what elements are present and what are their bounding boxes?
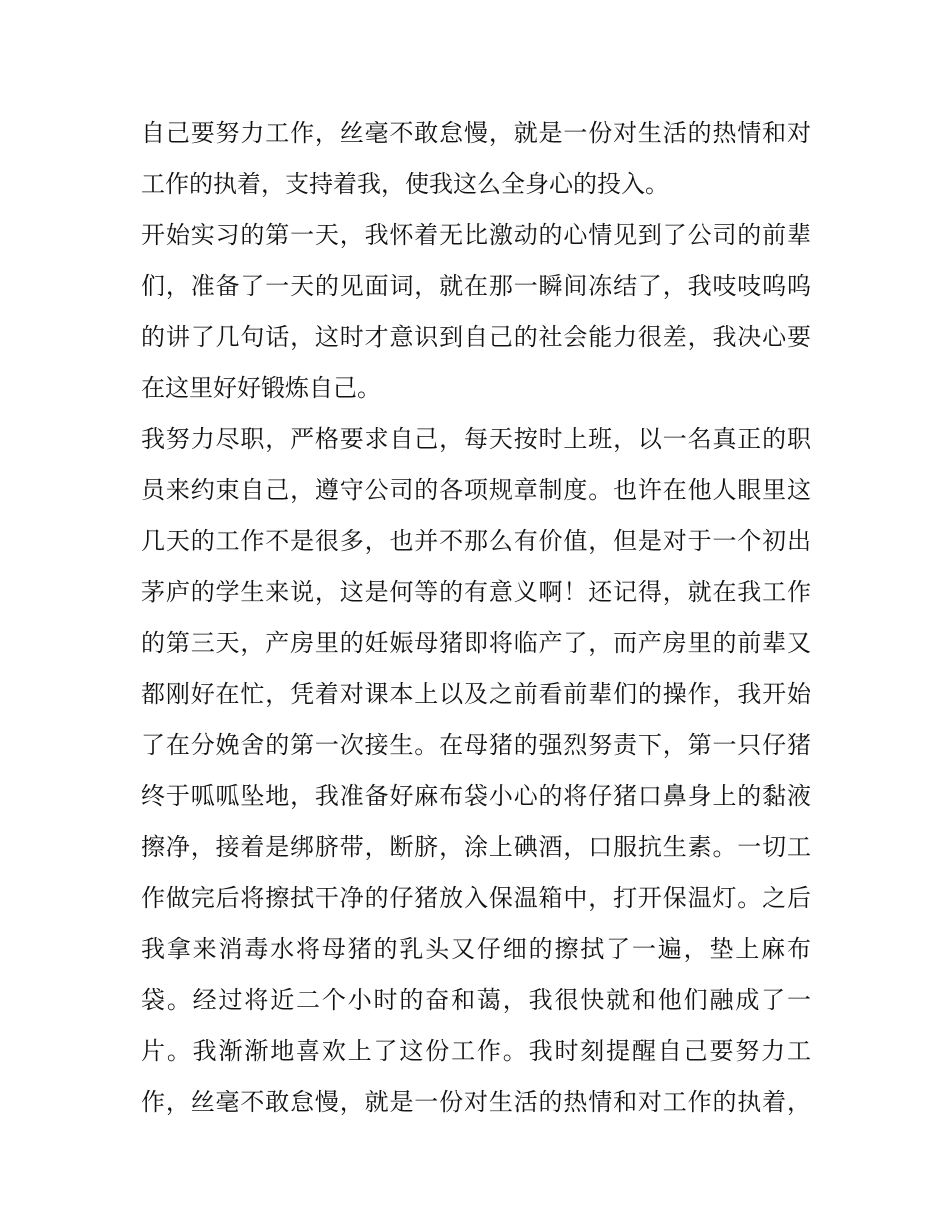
text-line: 擦净，接着是绑脐带，断脐，涂上碘酒，口服抗生素。一切工 — [141, 833, 811, 861]
text-line: 工作的执着，支持着我，使我这么全身心的投入。 — [141, 170, 669, 198]
text-line: 在这里好好锻炼自己。 — [141, 374, 381, 402]
text-line: 片。我渐渐地喜欢上了这份工作。我时刻提醒自己要努力工 — [141, 1037, 811, 1065]
text-line: 了在分娩舍的第一次接生。在母猪的强烈努责下，第一只仔猪 — [141, 731, 811, 759]
text-line: 员来约束自己，遵守公司的各项规章制度。也许在他人眼里这 — [141, 476, 811, 504]
text-line: 几天的工作不是很多，也并不那么有价值，但是对于一个初出 — [141, 527, 811, 555]
text-line: 我拿来消毒水将母猪的乳头又仔细的擦拭了一遍，垫上麻布 — [141, 935, 811, 963]
text-line: 自己要努力工作，丝毫不敢怠慢，就是一份对生活的热情和对 — [141, 119, 811, 147]
text-line: 开始实习的第一天，我怀着无比激动的心情见到了公司的前辈 — [141, 221, 811, 249]
text-line: 的讲了几句话，这时才意识到自己的社会能力很差，我决心要 — [141, 323, 811, 351]
text-line: 作做完后将擦拭干净的仔猪放入保温箱中，打开保温灯。之后 — [141, 884, 811, 912]
text-line: 们，准备了一天的见面词，就在那一瞬间冻结了，我吱吱呜呜 — [141, 272, 811, 300]
text-line: 作，丝毫不敢怠慢，就是一份对生活的热情和对工作的执着， — [141, 1088, 811, 1116]
text-line: 终于呱呱坠地，我准备好麻布袋小心的将仔猪口鼻身上的黏液 — [141, 782, 811, 810]
text-line: 袋。经过将近二个小时的奋和蔼，我很快就和他们融成了一 — [141, 986, 811, 1014]
text-line: 我努力尽职，严格要求自己，每天按时上班，以一名真正的职 — [141, 425, 811, 453]
text-line: 都刚好在忙，凭着对课本上以及之前看前辈们的操作，我开始 — [141, 680, 811, 708]
text-line: 的第三天，产房里的妊娠母猪即将临产了，而产房里的前辈又 — [141, 629, 811, 657]
text-line: 茅庐的学生来说，这是何等的有意义啊！还记得，就在我工作 — [141, 578, 811, 606]
body-text — [141, 108, 811, 1128]
